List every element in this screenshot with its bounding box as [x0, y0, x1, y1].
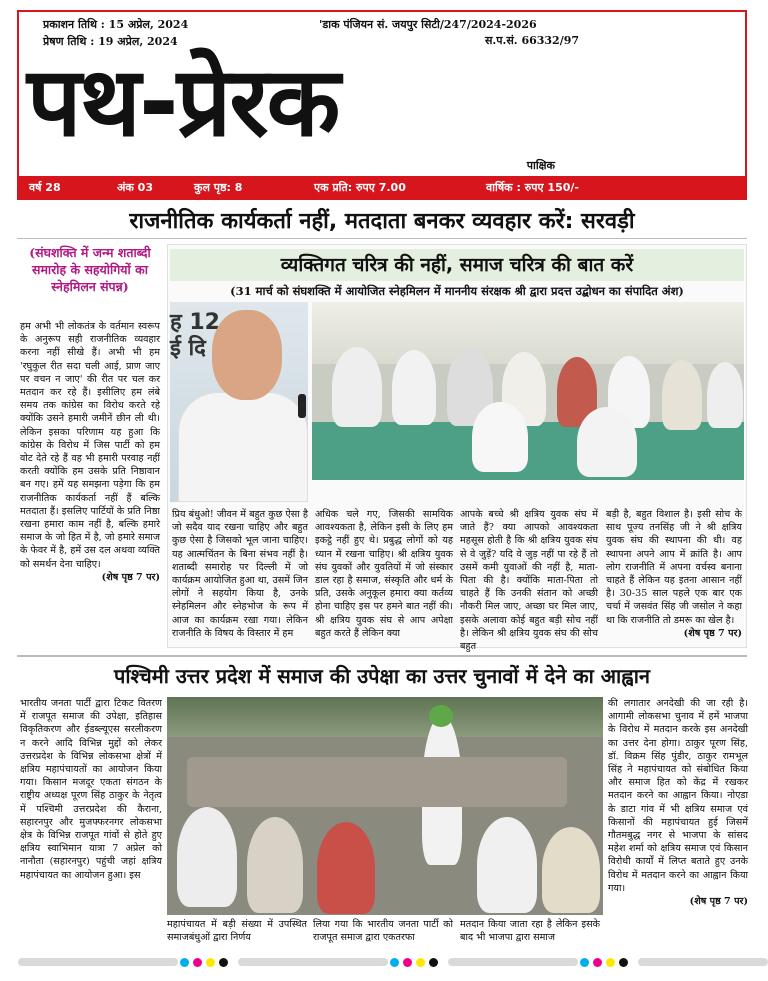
rally-trees	[167, 697, 603, 737]
magenta-dot	[403, 958, 412, 967]
publish-date: प्रकाशन तिथि : 15 अप्रेल, 2024	[43, 18, 189, 31]
feature-col3-text: आपके बच्चे श्री क्षत्रिय युवक संघ में जाते हैं? क्या आपको आवश्यकता महसूस होती है कि श्री क्षत्रिय युवक संघ से वे जुड़ें? यदि वे जुड़ नहीं पा रहे हैं तो उसमें कमी युवाओं की नहीं है, माता-पिता की है। क्योंकि माता-पिता तो चाहते हैं कि उनकी संतान को अच्छी नौकरी मिल जाए, अच्छा घर मिल जाए, इसके अलावा कोई बहुत बड़ी सोच नहीं है। लेकिन श्री क्षत्रिय युवक संघ की सोच बहुत	[460, 509, 598, 653]
annual-label: वार्षिक : रुपए 150/-	[486, 181, 579, 194]
price-label: एक प्रति: रुपए 7.00	[314, 181, 406, 194]
story1-col1-text: हम अभी भी लोकतंत्र के वर्तमान स्वरूप के अनुरूप सही राजनीतिक व्यवहार करना नहीं सीखे हैं। अभी भी हम 'रघुकुल रीत सदा चली आई, प्राण जाए पर वचन न जाए' की रीत पर चल कर मतदान कर रहे हैं। इसीलिए हम लंबे समय तक कांग्रेस का विरोध करते रहे क्योंकि उसने हमारी जमीनें छीन ली थी। लेकिन इसका परिणाम यह हुआ कि कांग्रेस के विरोध में जिस पार्टी को हम वोट देते रहे हैं वह भी हमारी परवाह नहीं करती क्योंकि हम उसके प्रति निष्ठावान बन गए। हमें यह समझना पड़ेगा कि हम राजनीतिक कार्यकर्ता नहीं हैं बल्कि मतदाता हैं। इसलिए पार्टियों के प्रति निष्ठा रखना हमारा काम नहीं है, बल्कि हमारे समाज के जो हित में है, जो हमारे समाज के फेवर में है, हमें उस दल अथवा व्यक्ति को समर्थन देना चाहिए।	[20, 321, 160, 570]
postal-registration: 'डाक पंजियन सं. जयपुर सिटी/247/2024-2026	[319, 18, 537, 31]
rally-person	[542, 827, 600, 913]
rally-photo	[167, 697, 603, 915]
story2-continued-link[interactable]: (शेष पृष्ठ 7 पर)	[689, 896, 748, 908]
audience-person	[472, 402, 528, 472]
cyan-dot	[180, 958, 189, 967]
gathering-photo	[312, 302, 744, 480]
color-bar-segment	[638, 958, 768, 966]
rally-person	[477, 817, 537, 913]
feature-subheadline: (31 मार्च को संघशक्ति में आयोजित स्नेहमिलन में माननीय संरक्षक श्री द्वारा प्रदत्त उद्बोधन का संपादित अंश)	[230, 284, 684, 298]
green-carpet	[312, 422, 744, 480]
yellow-dot	[206, 958, 215, 967]
feature-column-4	[606, 508, 742, 644]
color-bar-segment	[238, 958, 388, 966]
rally-person	[317, 822, 375, 914]
black-dot	[219, 958, 228, 967]
black-dot	[429, 958, 438, 967]
color-bar-segment	[448, 958, 578, 966]
feature-col4-text: बड़ी है, बहुत विशाल है। इसी सोच के साथ पूज्य तनसिंह जी ने श्री क्षत्रिय युवक संघ की स्थापना की थी। वह स्थापना अपने आप में क्रांति है। आप लोग राजनीति में अपना वर्चस्व बनाना चाहते हैं लेकिन यह इतना आसान नहीं है। 30-35 साल पहले एक बार एक चर्चा में जसवंत सिंह जी जसोल ने कहा था कि राजनीति तो डमरू का खेल है।	[606, 509, 742, 626]
speaker-photo	[170, 302, 308, 502]
magenta-dot	[593, 958, 602, 967]
story2-col4-text: मतदान किया जाता रहा है लेकिन इसके बाद भी भाजपा द्वारा समाज	[460, 919, 600, 944]
audience-person	[707, 362, 743, 428]
story1-continued-link[interactable]: (शेष पृष्ठ 7 पर)	[101, 571, 160, 583]
feature-column-3	[460, 508, 598, 653]
year-label: वर्ष 28	[29, 181, 61, 194]
green-turban	[429, 705, 453, 727]
story2-headline: पश्चिमी उत्तर प्रदेश में समाज की उपेक्षा का उत्तर चुनावों में देने का आह्वान	[114, 664, 650, 688]
feature-col2-text: अधिक चले गए, जिसकी सामयिक आवश्यकता है, लेकिन इसी के लिए हम इकट्ठे नहीं हुए थे। प्रबुद्ध लोगों को यह ध्यान में रखना चाहिए। श्री क्षत्रिय युवक संघ युवकों और युवतियों में जो संस्कार डाल रहा है समाज, संस्कृति और धर्म के प्रति, उसके अनुकूल हमारा क्या कर्तव्य होना चाहिए इस पर हमने बात नहीं की। श्री क्षत्रिय युवक संघ से आप अपेक्षा बहुत करते हैं लेकिन क्या	[315, 509, 453, 639]
feature-continued-link[interactable]: (शेष पृष्ठ 7 पर)	[683, 627, 742, 639]
story2-col1-text: भारतीय जनता पार्टी द्वारा टिकट वितरण में राजपूत समाज की उपेक्षा, इतिहास विकृतिकरण और ईडब्ल्यूएस सरलीकरण न करने आदि विभिन्न मुद्दों को लेकर उत्तरप्रदेश के विभिन्न लोकसभा क्षेत्रों में क्षत्रिय महापंचायतों का आयोजन किया गया। किसान मजदूर एकता संगठन के राष्ट्रीय अध्यक्ष पूरण सिंह ठाकुर के नेतृत्व में पश्चिमी उत्तरप्रदेश की कैराना, सहारनपुर और मुजफ्फरनगर लोकसभा क्षेत्र के विभिन्न राजपूत गांवों से होते हुए क्षत्रिय स्वाभिमान यात्रा 7 अप्रेल को नानौता (सहारनपुर) पहुंची जहां क्षत्रिय महापंचायत का आयोजन हुआ। इस	[20, 698, 162, 881]
feature-column-2	[315, 508, 453, 644]
feature-column-1	[172, 508, 308, 644]
story2-col2-text: महापंचायत में बड़ी संख्या में उपस्थित समाजबंधुओं द्वारा निर्णय	[167, 919, 307, 944]
yellow-dot	[606, 958, 615, 967]
story2-column-3	[313, 918, 453, 950]
cyan-dot	[390, 958, 399, 967]
story1-column-left	[20, 320, 160, 640]
portrait-banner-text: ह 12 ई दि	[170, 310, 220, 361]
print-color-bar	[18, 957, 768, 967]
black-dot	[619, 958, 628, 967]
feature-headline: व्यक्तिगत चरित्र की नहीं, समाज चरित्र की बात करें	[170, 249, 744, 281]
audience-person	[577, 407, 637, 477]
crowd-background	[187, 757, 567, 807]
story2-col3-text: लिया गया कि भारतीय जनता पार्टी को राजपूत समाज द्वारा एकतरफा	[313, 919, 453, 944]
cyan-dot	[580, 958, 589, 967]
rally-person	[247, 817, 303, 913]
speaker-body	[178, 392, 308, 502]
audience-person	[392, 350, 436, 425]
color-bar-segment	[18, 958, 178, 966]
microphone-icon	[298, 394, 306, 418]
magenta-dot	[193, 958, 202, 967]
pages-label: कुल पृष्ठ: 8	[194, 181, 243, 194]
story2-col5-text: की लगातार अनदेखी की जा रही है। आगामी लोकसभा चुनाव में हमें भाजपा के विरोध में मतदान करके इस अनदेखी का उत्तर देना होगा। ठाकुर पूरण सिंह, डॉ. विक्रम सिंह पुंडीर, ठाकुर रामभूल सिंह ने महापंचायत को संबोधित किया और समाज हित को केंद्र में रखकर मतदान करने का आह्वान किया। नोएडा के डाटा गांव में भी क्षत्रिय समाज एवं किसानों की महापंचायत हुई जिसमें गौतमबुद्ध नगर से भाजपा के सांसद महेश शर्मा को क्षत्रिय समाज एवं किसान विरोधी कार्यों में लिप्त बताते हुए उनके विरोध में मतदान करने का आह्वान किया गया।	[608, 698, 748, 894]
story1-sidebar-note: (संघशक्ति में जन्म शताब्दी समारोह के सहयोगियों का स्नेहमिलन संपन्न)	[29, 245, 151, 294]
audience-person	[662, 360, 702, 430]
masthead	[17, 10, 747, 200]
send-date: प्रेषण तिथि : 19 अप्रेल, 2024	[43, 35, 178, 48]
issue-info-bar	[19, 176, 745, 198]
section-divider	[17, 655, 747, 657]
yellow-dot	[416, 958, 425, 967]
issue-label: अंक 03	[117, 181, 153, 194]
rni-number: स.प.सं. 66332/97	[485, 34, 580, 47]
edition-label: पाक्षिक	[526, 159, 555, 172]
feature-col1-text: प्रिय बंधुओ! जीवन में बहुत कुछ ऐसा है जो सदैव याद रखना चाहिए और बहुत कुछ ऐसा है जिसको भूल जाना चाहिए। यह आत्मचिंतन के बिना संभव नहीं है। शताब्दी समारोह पर दिल्ली में जो कार्यक्रम आयोजित हुआ था, उसमें जिन लोगों ने सहयोग किया है, उनके स्नेहमिलन और स्नेहभोज के रूप में आज का कार्यक्रम रखा गया। लेकिन राजनीति के विषय के विस्तार में हम	[172, 509, 308, 639]
story1-headline: राजनीतिक कार्यकर्ता नहीं, मतदाता बनकर व्यवहार करें: सरवड़ी	[17, 206, 747, 239]
rally-person	[177, 807, 237, 907]
newspaper-title: पथ-प्रेरक	[27, 46, 339, 158]
story2-column-5	[608, 697, 748, 949]
speaker-face	[212, 310, 282, 400]
story2-column-1	[20, 697, 162, 949]
story2-column-4	[460, 918, 600, 950]
story2-column-2	[167, 918, 307, 950]
audience-person	[332, 347, 382, 427]
